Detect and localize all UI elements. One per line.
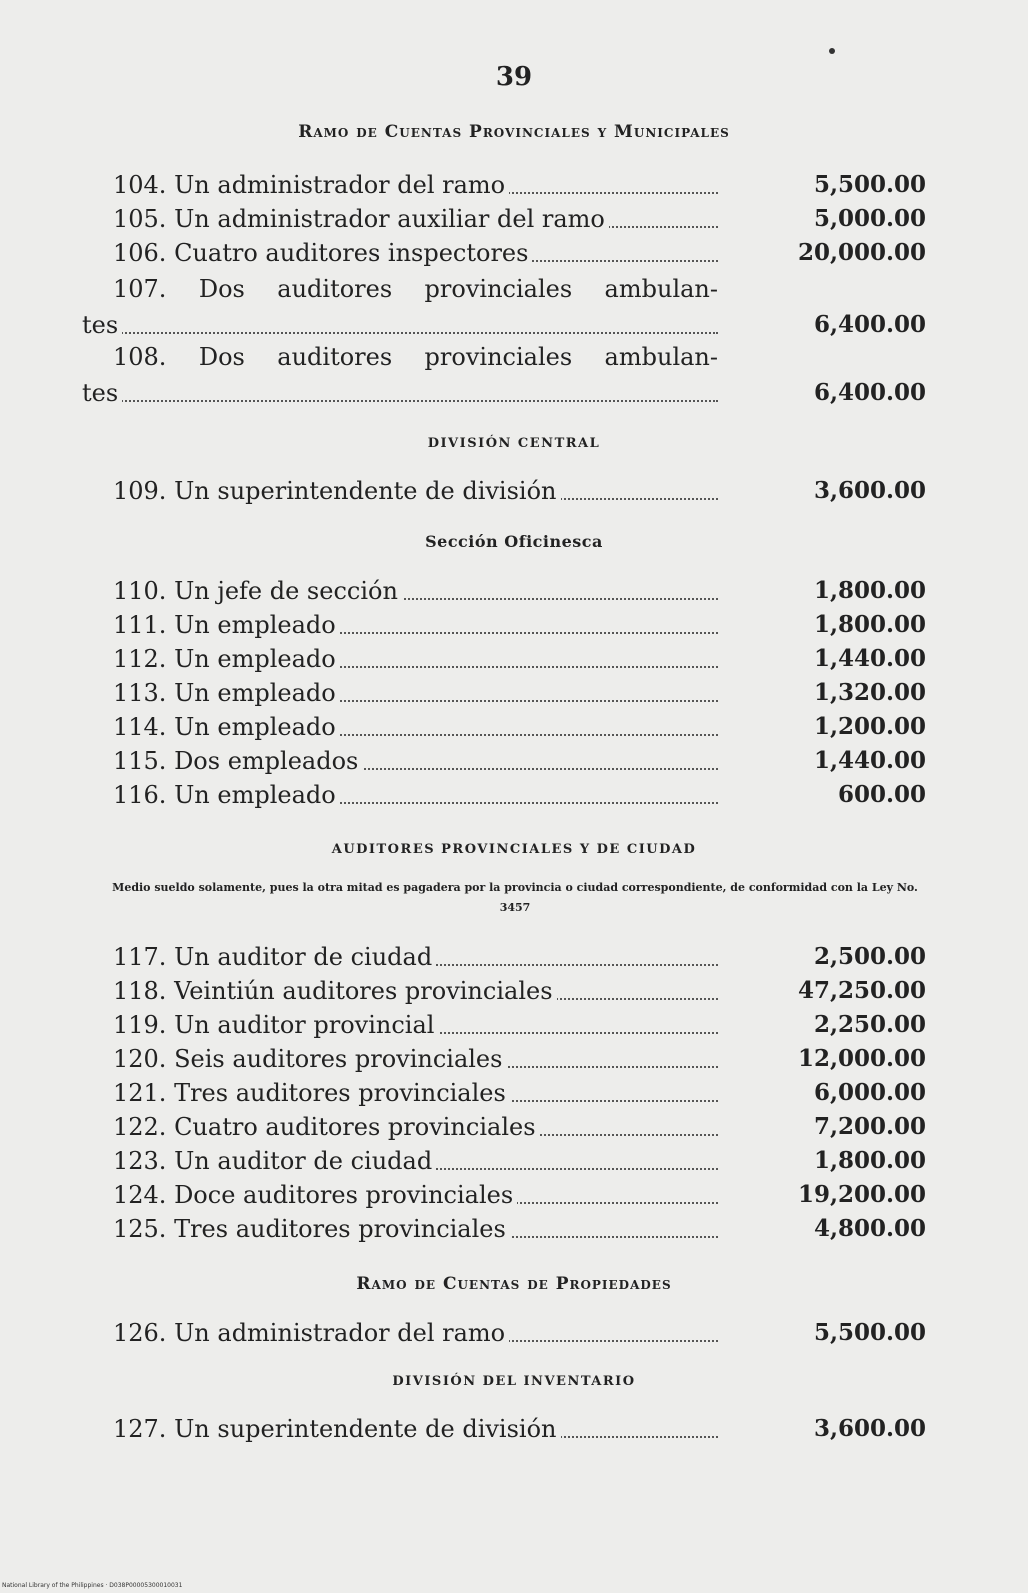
section-note: Medio sueldo solamente, pues la otra mitad es pagadera por la provincia o ciudad correspondiente, de conformidad con la Ley No. 3457 <box>112 881 918 914</box>
entry-amount: 1,800.00 <box>813 611 926 638</box>
entry-108 <box>0 376 1028 410</box>
entry-amount: 20,000.00 <box>797 239 926 266</box>
entry-text: 116. Un empleado <box>113 781 340 809</box>
entry-text: 121. Tres auditores provinciales <box>113 1079 510 1107</box>
entry-amount: 6,400.00 <box>813 379 926 406</box>
entry-122 <box>0 1110 1028 1144</box>
entry-amount: 1,320.00 <box>813 679 926 706</box>
section-heading-division-central: DIVISIÓN CENTRAL <box>427 436 601 451</box>
entry-127 <box>0 1412 1028 1446</box>
entry-111 <box>0 608 1028 642</box>
entry-115 <box>0 744 1028 778</box>
entry-108-line1: 108. Dos auditores provinciales ambulan- <box>113 343 718 371</box>
entry-text: 111. Un empleado <box>113 611 340 639</box>
entry-125 <box>0 1212 1028 1246</box>
entry-text: 105. Un administrador auxiliar del ramo <box>113 205 609 233</box>
entry-123 <box>0 1144 1028 1178</box>
entry-105 <box>0 202 1028 236</box>
section-heading-auditores-provinciales: AUDITORES PROVINCIALES Y DE CIUDAD <box>331 842 697 857</box>
entry-amount: 1,800.00 <box>813 577 926 604</box>
entry-text: 125. Tres auditores provinciales <box>113 1215 510 1243</box>
section-heading-seccion-oficinesca: Sección Oficinesca <box>425 532 603 551</box>
print-mark <box>829 48 835 54</box>
entry-text: 127. Un superintendente de división <box>113 1415 561 1443</box>
section-heading-ramo-propiedades: Ramo de Cuentas de Propiedades <box>356 1274 672 1294</box>
entry-amount: 3,600.00 <box>813 1415 926 1442</box>
entry-107 <box>0 308 1028 342</box>
entry-text: 113. Un empleado <box>113 679 340 707</box>
entry-text: 118. Veintiún auditores provinciales <box>113 977 557 1005</box>
entry-text: 120. Seis auditores provinciales <box>113 1045 506 1073</box>
entry-110 <box>0 574 1028 608</box>
entry-112 <box>0 642 1028 676</box>
entry-amount: 19,200.00 <box>797 1181 926 1208</box>
entry-107-line1: 107. Dos auditores provinciales ambulan- <box>113 275 718 303</box>
entry-text: 115. Dos empleados <box>113 747 362 775</box>
entry-text: 124. Doce auditores provinciales <box>113 1181 517 1209</box>
entry-118 <box>0 974 1028 1008</box>
entry-amount: 1,200.00 <box>813 713 926 740</box>
section-heading-ramo-provinciales: Ramo de Cuentas Provinciales y Municipales <box>298 122 730 142</box>
entry-126 <box>0 1316 1028 1350</box>
entry-amount: 5,000.00 <box>813 205 926 232</box>
entry-text: 114. Un empleado <box>113 713 340 741</box>
entry-117 <box>0 940 1028 974</box>
page-number: 39 <box>495 62 533 92</box>
entry-text: 126. Un administrador del ramo <box>113 1319 509 1347</box>
entry-amount: 1,800.00 <box>813 1147 926 1174</box>
entry-119 <box>0 1008 1028 1042</box>
entry-104 <box>0 168 1028 202</box>
entry-106 <box>0 236 1028 270</box>
entry-text: 119. Un auditor provincial <box>113 1011 438 1039</box>
entry-text: tes <box>82 379 122 407</box>
entry-amount: 6,400.00 <box>813 311 926 338</box>
entry-amount: 4,800.00 <box>813 1215 926 1242</box>
entry-amount: 5,500.00 <box>813 1319 926 1346</box>
entry-text: 123. Un auditor de ciudad <box>113 1147 436 1175</box>
entry-amount: 2,500.00 <box>813 943 926 970</box>
entry-text: 112. Un empleado <box>113 645 340 673</box>
entry-121 <box>0 1076 1028 1110</box>
entry-text: 122. Cuatro auditores provinciales <box>113 1113 540 1141</box>
entry-120 <box>0 1042 1028 1076</box>
section-heading-division-inventario: DIVISIÓN DEL INVENTARIO <box>392 1374 636 1389</box>
entry-114 <box>0 710 1028 744</box>
scan-footer: National Library of the Philippines · D038P00005300010031 <box>2 1582 183 1589</box>
entry-text: 109. Un superintendente de división <box>113 477 561 505</box>
entry-amount: 6,000.00 <box>813 1079 926 1106</box>
entry-text: 106. Cuatro auditores inspectores <box>113 239 532 267</box>
entry-116 <box>0 778 1028 812</box>
entry-text: tes <box>82 311 122 339</box>
entry-amount: 3,600.00 <box>813 477 926 504</box>
entry-text: 117. Un auditor de ciudad <box>113 943 436 971</box>
entry-amount: 1,440.00 <box>813 747 926 774</box>
entry-amount: 1,440.00 <box>813 645 926 672</box>
entry-amount: 12,000.00 <box>797 1045 926 1072</box>
entry-amount: 7,200.00 <box>813 1113 926 1140</box>
entry-113 <box>0 676 1028 710</box>
entry-amount: 600.00 <box>837 781 926 808</box>
entry-124 <box>0 1178 1028 1212</box>
entry-text: 110. Un jefe de sección <box>113 577 402 605</box>
entry-amount: 47,250.00 <box>797 977 926 1004</box>
entry-109 <box>0 474 1028 508</box>
entry-text: 104. Un administrador del ramo <box>113 171 509 199</box>
entry-amount: 5,500.00 <box>813 171 926 198</box>
entry-amount: 2,250.00 <box>813 1011 926 1038</box>
